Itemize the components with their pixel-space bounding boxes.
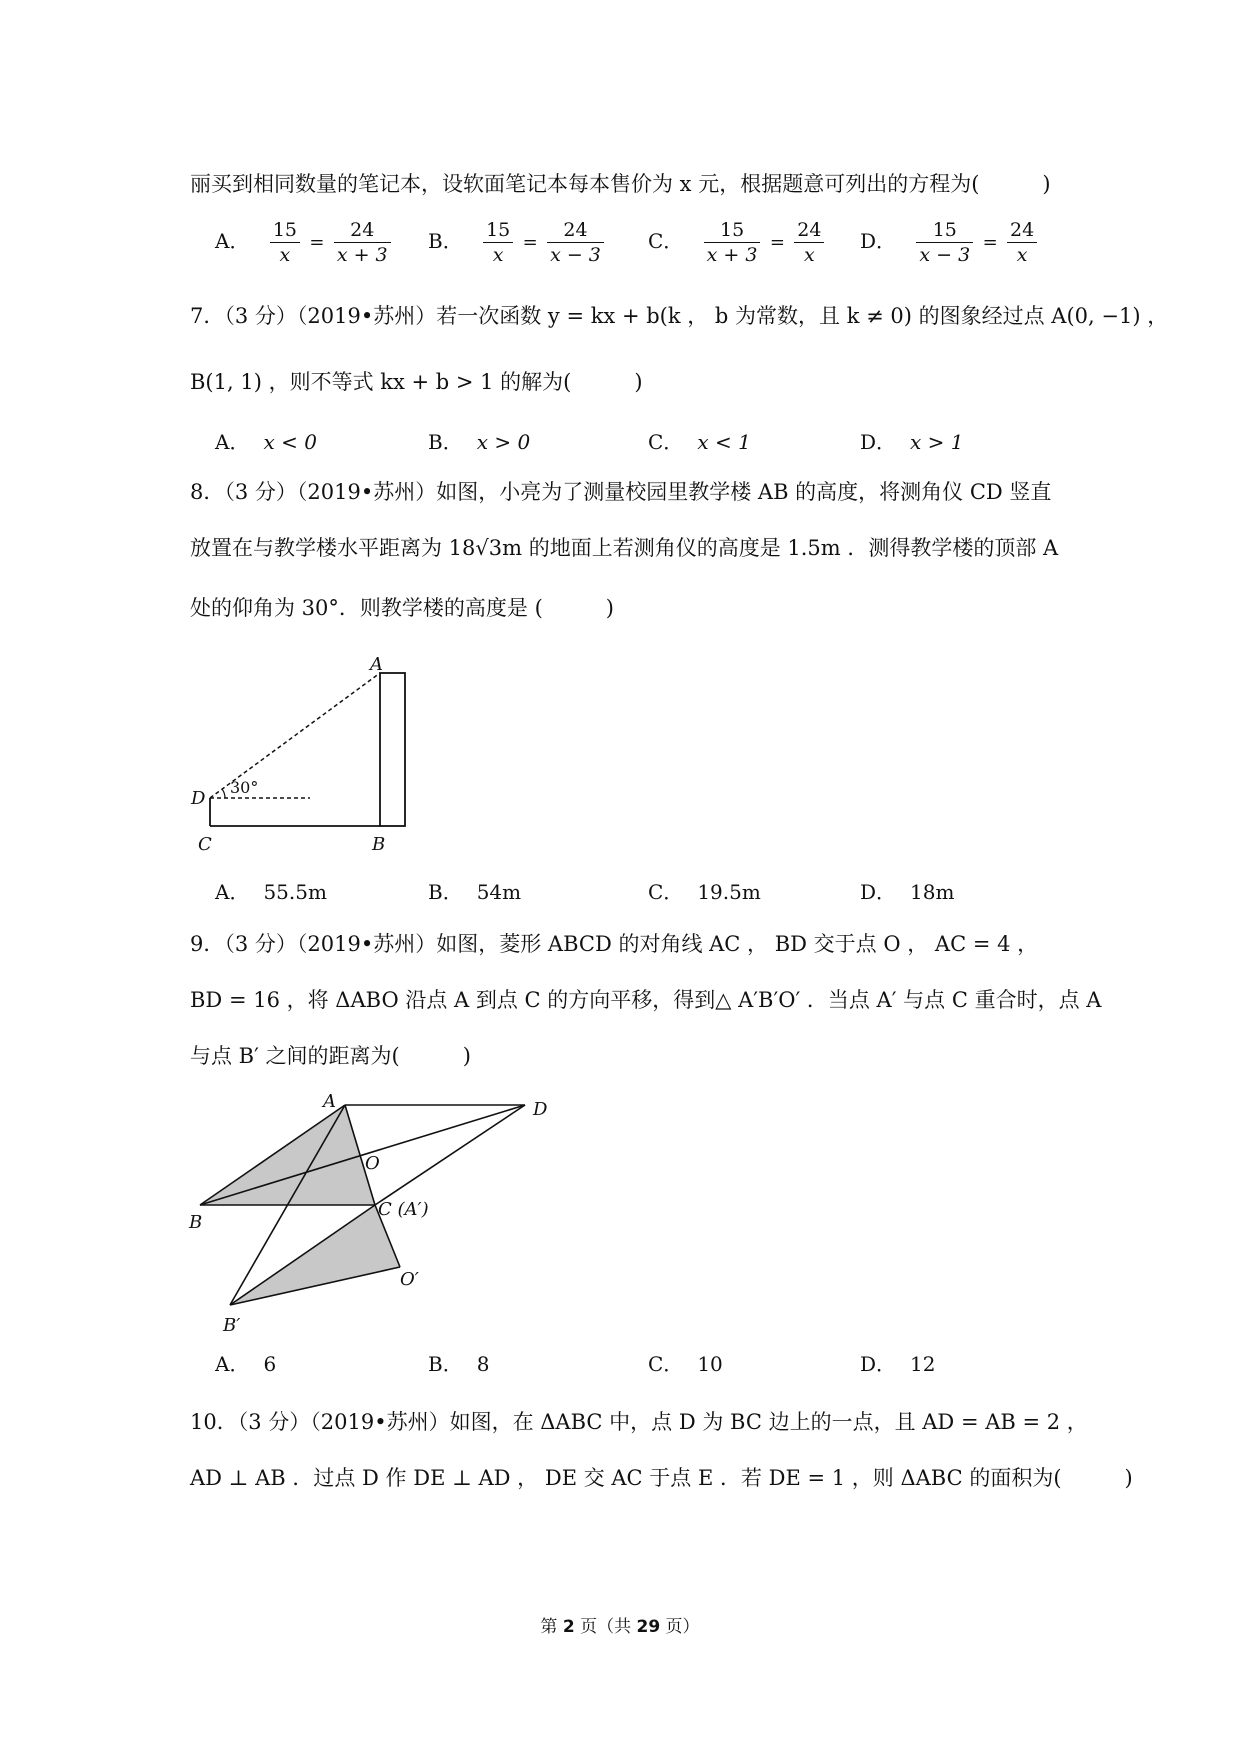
label-d: D <box>533 1099 548 1120</box>
q7-option-b: B． x > 0 <box>428 430 531 454</box>
page-number: 2 <box>562 1617 575 1637</box>
option-letter: C． <box>648 229 684 253</box>
fraction-right: $\frac{24}{x + 3}$ <box>334 218 391 267</box>
q8-option-b: B． 54m <box>428 880 522 904</box>
page-total: 29 <box>636 1617 661 1637</box>
label-b: B <box>189 1212 203 1233</box>
fraction-right: $\frac{24}{x}$ <box>794 218 824 267</box>
q10-line-2: AD ⊥ AB ．过点 D 作 DE ⊥ AD ， DE 交 AC 于点 E ．若 DE = 1 ，则 ΔABC 的面积为( ) <box>190 1466 1133 1490</box>
q9-option-b: B． 8 <box>428 1352 490 1376</box>
q10-line-1: 10．（3 分）（2019•苏州）如图，在 ΔABC 中，点 D 为 BC 边上的一点，且 AD = AB = 2 ， <box>190 1410 1088 1434</box>
fraction-left: $\frac{15}{x}$ <box>483 218 513 267</box>
q7-line-2: B(1, 1) ，则不等式 kx + b > 1 的解为( ) <box>190 370 643 394</box>
q6-option-c: C． $\frac{15}{x + 3}$ = $\frac{24}{x}$ <box>648 218 824 267</box>
angle-arc <box>222 789 225 798</box>
label-a: A <box>370 654 383 675</box>
label-angle: 30° <box>230 778 259 797</box>
q9-line-1: 9．（3 分）（2019•苏州）如图，菱形 ABCD 的对角线 AC ， BD 交于点 O ， AC = 4 ， <box>190 932 1039 956</box>
q7-line-1: 7．（3 分）（2019•苏州）若一次函数 y = kx + b(k ， b 为常数，且 k ≠ 0) 的图象经过点 A(0, −1) ， <box>190 304 1169 328</box>
fraction-left: $\frac{15}{x - 3}$ <box>916 218 973 267</box>
q7-option-c: C． x < 1 <box>648 430 751 454</box>
q6-option-d: D． $\frac{15}{x - 3}$ = $\frac{24}{x}$ <box>860 218 1037 267</box>
q9-line-3: 与点 B′ 之间的距离为( ) <box>190 1044 471 1068</box>
label-c: C (A′) <box>378 1199 429 1220</box>
q6-option-b: B． $\frac{15}{x}$ = $\frac{24}{x - 3}$ <box>428 218 604 267</box>
fraction-right: $\frac{24}{x}$ <box>1007 218 1037 267</box>
option-letter: D． <box>860 229 897 253</box>
fraction-right: $\frac{24}{x - 3}$ <box>547 218 604 267</box>
q7-option-d: D． x > 1 <box>860 430 964 454</box>
edge-cd <box>375 1105 525 1205</box>
label-c: C <box>198 834 212 855</box>
q9-line-2: BD = 16 ，将 ΔABO 沿点 A 到点 C 的方向平移，得到△ A′B′O′ ．当点 A′ 与点 C 重合时，点 A <box>190 988 1102 1012</box>
q8-line-3: 处的仰角为 30°．则教学楼的高度是 ( ) <box>190 596 614 620</box>
q8-figure <box>185 648 425 858</box>
q7-option-a: A． x < 0 <box>215 430 317 454</box>
label-o: O <box>365 1153 380 1174</box>
page-footer: 第 2 页（共 29 页） <box>540 1617 700 1637</box>
q9-figure <box>185 1085 565 1345</box>
q8-line-1: 8．（3 分）（2019•苏州）如图，小亮为了测量校园里教学楼 AB 的高度，将测角仪 CD 竖直 <box>190 480 1052 504</box>
label-d: D <box>191 788 206 809</box>
q9-option-a: A． 6 <box>215 1352 277 1376</box>
fraction-left: $\frac{15}{x}$ <box>270 218 300 267</box>
q8-option-a: A． 55.5m <box>215 880 327 904</box>
building-ab <box>380 673 405 826</box>
shaded-triangle-cbo2 <box>230 1205 400 1305</box>
q9-option-c: C． 10 <box>648 1352 723 1376</box>
label-a: A <box>323 1091 336 1112</box>
label-b: B <box>372 834 386 855</box>
label-b2: B′ <box>223 1315 241 1336</box>
q8-option-c: C． 19.5m <box>648 880 761 904</box>
option-letter: A． <box>215 229 250 253</box>
q6-option-a: A． $\frac{15}{x}$ = $\frac{24}{x + 3}$ <box>215 218 391 267</box>
fraction-left: $\frac{15}{x + 3}$ <box>704 218 761 267</box>
option-letter: B． <box>428 229 463 253</box>
q9-option-d: D． 12 <box>860 1352 936 1376</box>
label-o2: O′ <box>400 1269 419 1290</box>
q6-text: 丽买到相同数量的笔记本，设软面笔记本每本售价为 x 元，根据题意可列出的方程为( ) <box>190 172 1051 196</box>
q8-option-d: D． 18m <box>860 880 955 904</box>
q8-line-2: 放置在与教学楼水平距离为 18√3m 的地面上若测角仪的高度是 1.5m ．测得教学楼的顶部 A <box>190 536 1059 560</box>
